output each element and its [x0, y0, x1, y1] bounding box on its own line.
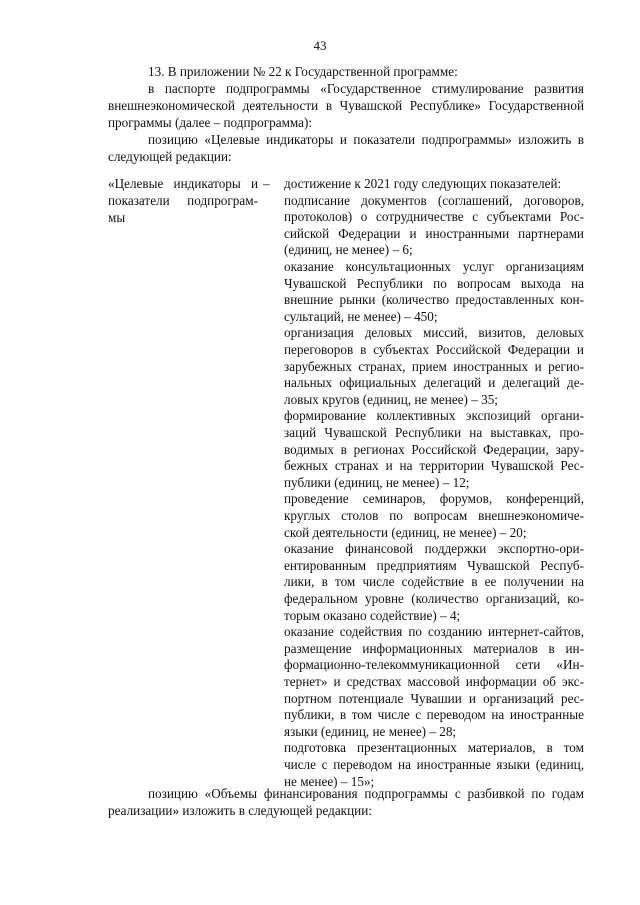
indicator-line: ловых кругов (единиц, не менее) – 35;: [284, 392, 498, 407]
indicator-line: протоколов) о сотрудничестве с субъектами Рос-: [284, 209, 584, 224]
indicator-line: водимых в регионах Российской Федерации, зару-: [284, 442, 584, 457]
intro-line: следующей редакции:: [108, 149, 232, 164]
indicator-line: оказание содействия по созданию интернет-сайтов,: [284, 624, 584, 639]
indicator-line: языки (единиц, не менее) – 28;: [284, 724, 457, 739]
intro-line: внешнеэкономической деятельности в Чувашской Республике» Государственной: [108, 98, 584, 113]
indicator-line: не менее) – 15»;: [284, 774, 375, 789]
indicator-line: формирование коллективных экспозиций органи-: [284, 408, 584, 423]
indicator-line: (единиц, не менее) – 6;: [284, 242, 413, 257]
label-line: «Целевые индикаторы и: [108, 176, 258, 191]
indicator-line: числе с переводом на иностранные языки (единиц,: [284, 757, 584, 772]
indicator-line: бежных странах и на территории Чувашской Рес-: [284, 458, 584, 473]
indicator-line: публики (единиц, не менее) – 12;: [284, 475, 470, 490]
indicator-line: оказание финансовой поддержки экспортно-ори-: [284, 541, 584, 556]
indicator-line: торым оказано содействие) – 4;: [284, 608, 461, 623]
indicator-line: круглых столов по вопросам внешнеэкономиче-: [284, 508, 584, 523]
indicator-line: сультаций, не менее) – 450;: [284, 309, 438, 324]
intro-line: 13. В приложении № 22 к Государственной программе:: [148, 64, 458, 79]
indicator-line: достижение к 2021 году следующих показателей:: [284, 176, 562, 191]
indicator-line: переговоров в субъектах Российской Федерации и: [284, 342, 584, 357]
indicator-line: публики, в том числе с переводом на иностранные: [284, 707, 584, 722]
indicator-line: формационно-телекоммуникационной сети «Ин-: [284, 657, 584, 672]
indicator-line: портном потенциале Чувашии и организаций рес-: [284, 691, 584, 706]
indicator-line: зарубежных странах, прием иностранных и регио-: [284, 359, 584, 374]
outro-line: позицию «Объемы финансирования подпрограммы с разбивкой по годам: [148, 786, 584, 801]
indicator-line: ентированным предприятиям Чувашской Респуб-: [284, 558, 584, 573]
indicator-line: федеральном уровне (количество организаций, ко-: [284, 591, 584, 606]
indicator-line: оказание консультационных услуг организациям: [284, 259, 584, 274]
indicator-line: заций Чувашской Республики на выставках, про-: [284, 425, 584, 440]
indicator-line: организация деловых миссий, визитов, деловых: [284, 325, 584, 340]
intro-line: программы (далее – подпрограмма):: [108, 115, 313, 130]
label-line: показатели подпрограм-: [108, 193, 258, 208]
outro-line: реализации» изложить в следующей редакции:: [108, 803, 372, 818]
intro-line: в паспорте подпрограммы «Государственное стимулирование развития: [148, 81, 584, 96]
indicator-line: Чувашской Республики по вопросам выхода на: [284, 276, 584, 291]
indicator-line: подготовка презентационных материалов, в том: [284, 740, 584, 755]
label-dash: –: [263, 176, 270, 191]
indicator-line: тернет» и средствах массовой информации об экс-: [284, 674, 584, 689]
indicator-line: лики, в том числе содействие в ее получении на: [284, 574, 584, 589]
indicator-line: подписание документов (соглашений, договоров,: [284, 193, 584, 208]
indicator-line: внешние рынки (количество предоставленных кон-: [284, 292, 584, 307]
page-number: 43: [313, 38, 327, 53]
intro-line: позицию «Целевые индикаторы и показатели подпрограммы» изложить в: [148, 132, 584, 147]
indicator-line: нальных официальных делегаций и делегаций де-: [284, 375, 584, 390]
indicator-line: ской деятельности (единиц, не менее) – 20;: [284, 525, 527, 540]
label-line: мы: [108, 210, 126, 225]
indicator-line: сийской Федерации и иностранными партнерами: [284, 226, 584, 241]
indicator-line: размещение информационных материалов в ин-: [284, 641, 584, 656]
indicator-line: проведение семинаров, форумов, конференций,: [284, 491, 584, 506]
